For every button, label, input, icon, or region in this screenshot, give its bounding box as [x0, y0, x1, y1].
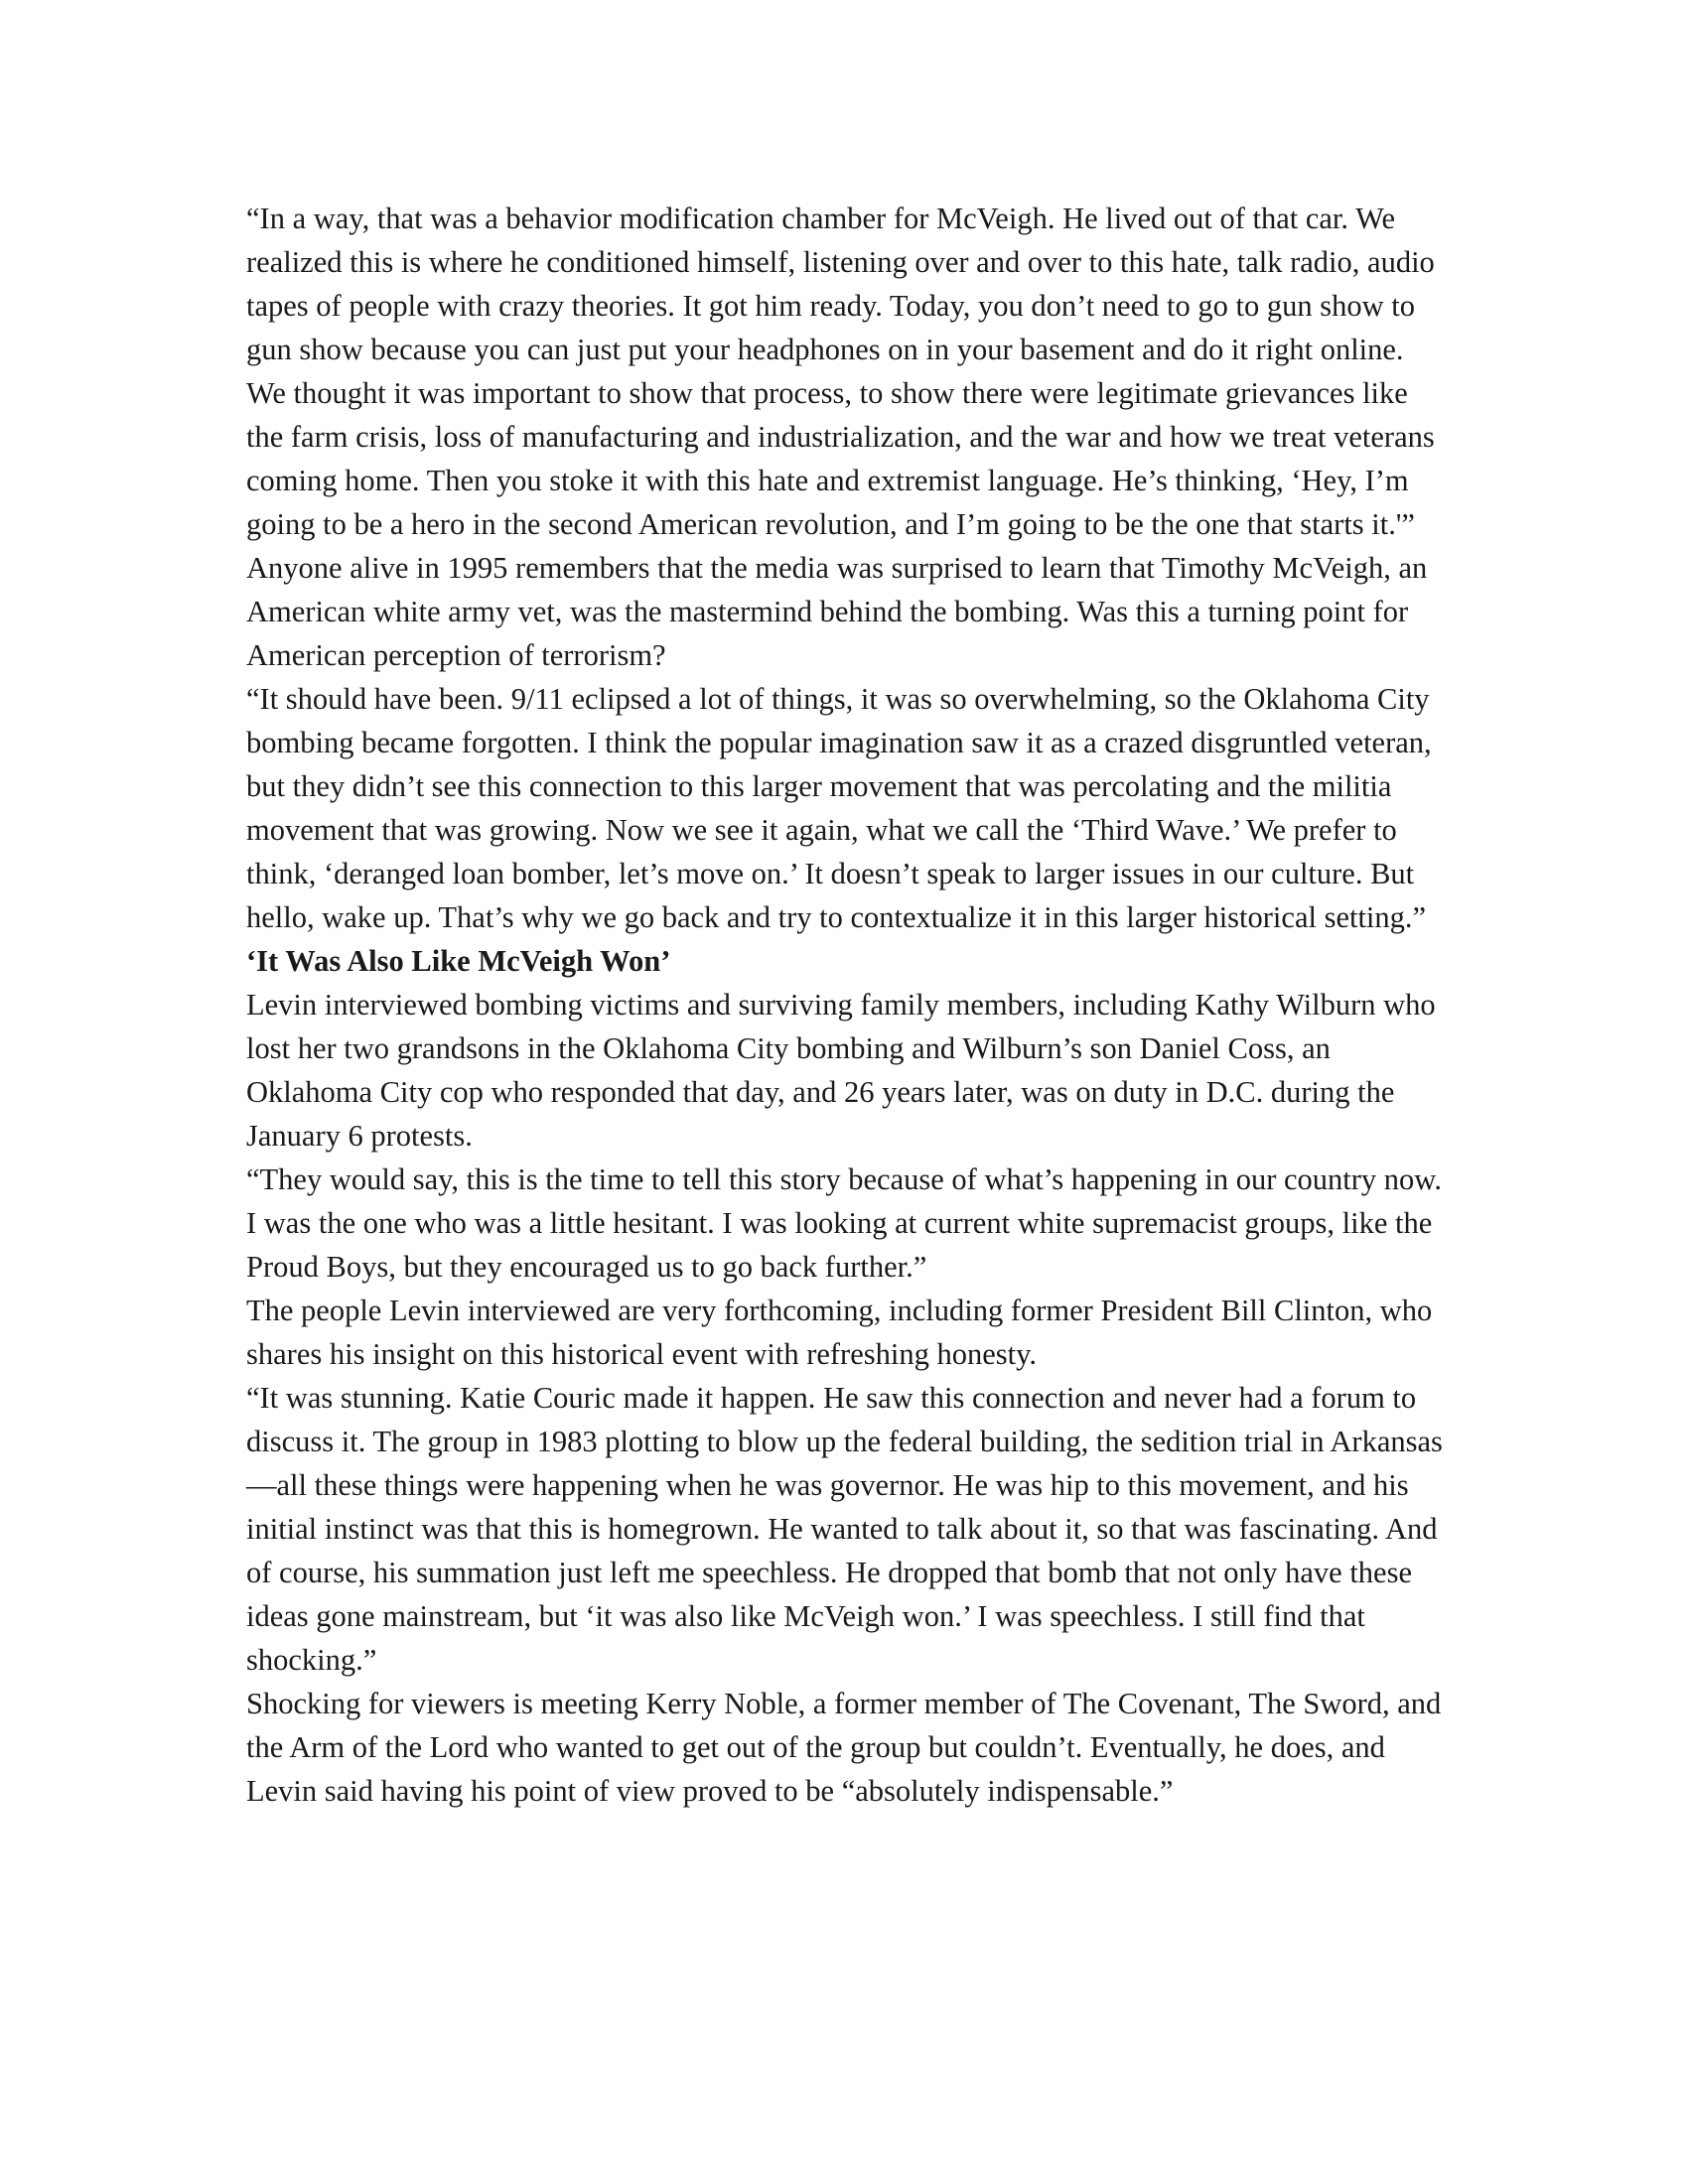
- paragraph-levin-interviews: Levin interviewed bombing victims and surviving family members, including Kathy Wilburn who lost her two grandsons in the Oklahoma City bombing and Wilburn’s son Daniel Coss, an Oklahoma City cop who responded that day, and 26 years later, was on duty in D.C. during the January 6 protests.: [246, 988, 1436, 1153]
- document-page: [246, 197, 1444, 1813]
- paragraph-mcveigh-car-quote: “In a way, that was a behavior modification chamber for McVeigh. He lived out of that car. We realized this is where he conditioned himself, listening over and over to this hate, talk radio, audio tapes of people with crazy theories. It got him ready. Today, you don’t need to go to gun show to gun show because you can just put your headphones on in your basement and do it right online. We thought it was important to show that process, to show there were legitimate grievances like the farm crisis, loss of manufacturing and industrialization, and the war and how we treat veterans coming home. Then you stoke it with this hate and extremist language. He’s thinking, ‘Hey, I’m going to be a hero in the second American revolution, and I’m going to be the one that starts it.'”: [246, 202, 1435, 541]
- paragraph-should-have-been-quote: “It should have been. 9/11 eclipsed a lot of things, it was so overwhelming, so the Oklahoma City bombing became forgotten. I think the popular imagination saw it as a crazed disgruntled veteran, but they didn’t see this connection to this larger movement that was percolating and the militia movement that was growing. Now we see it again, what we call the ‘Third Wave.’ We prefer to think, ‘deranged loan bomber, let’s move on.’ It doesn’t speak to larger issues in our culture. But hello, wake up. That’s why we go back and try to contextualize it in this larger historical setting.”: [246, 682, 1432, 934]
- section-heading: ‘It Was Also Like McVeigh Won’: [246, 944, 671, 978]
- paragraph-tell-this-story-quote: “They would say, this is the time to tell this story because of what’s happening in our country now. I was the one who was a little hesitant. I was looking at current white supremacist groups, like the Proud Boys, but they encouraged us to go back further.”: [246, 1162, 1442, 1284]
- paragraph-1995-question: Anyone alive in 1995 remembers that the media was surprised to learn that Timothy McVeigh, an American white army vet, was the mastermind behind the bombing. Was this a turning point for American perception of terrorism?: [246, 551, 1428, 672]
- paragraph-kerry-noble: Shocking for viewers is meeting Kerry Noble, a former member of The Covenant, The Sword, and the Arm of the Lord who wanted to get out of the group but couldn’t. Eventually, he does, and Levin said having his point of view proved to be “absolutely indispensable.”: [246, 1687, 1442, 1808]
- paragraph-forthcoming-interviewees: The people Levin interviewed are very forthcoming, including former President Bill Clinton, who shares his insight on this historical event with refreshing honesty.: [246, 1294, 1433, 1371]
- paragraph-stunning-quote: “It was stunning. Katie Couric made it happen. He saw this connection and never had a forum to discuss it. The group in 1983 plotting to blow up the federal building, the sedition trial in Arkansas—all these things were happening when he was governor. He was hip to this movement, and his initial instinct was that this is homegrown. He wanted to talk about it, so that was fascinating. And of course, his summation just left me speechless. He dropped that bomb that not only have these ideas gone mainstream, but ‘it was also like McVeigh won.’ I was speechless. I still find that shocking.”: [246, 1381, 1443, 1677]
